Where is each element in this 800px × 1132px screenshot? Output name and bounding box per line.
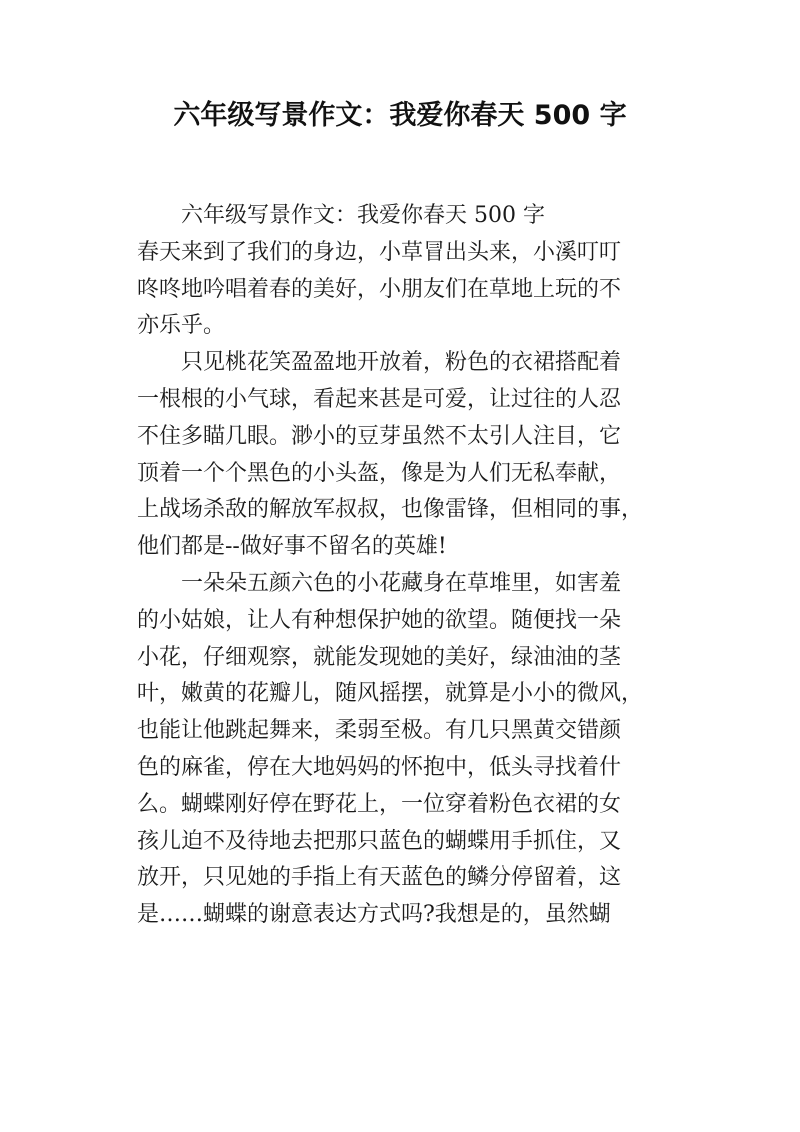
body-line: 小花，仔细观察，就能发现她的美好，绿油油的茎: [137, 644, 622, 670]
body-line: 六年级写景作文：我爱你春天 500 字: [181, 203, 545, 228]
body-line: 不住多瞄几眼。渺小的豆芽虽然不太引人注目，它: [137, 423, 622, 449]
body-line: 一根根的小气球，看起来甚是可爱，让过往的人忍: [137, 386, 622, 412]
body-line: 也能让他跳起舞来，柔弱至极。有几只黑黄交错颜: [137, 718, 622, 744]
body-line: 春天来到了我们的身边，小草冒出头来，小溪叮叮: [137, 239, 622, 265]
body-line: 叶，嫩黄的花瓣儿，随风摇摆，就算是小小的微风，: [137, 681, 644, 707]
body-line: 咚咚地吟唱着春的美好，小朋友们在草地上玩的不: [137, 276, 622, 302]
body-line: 亦乐乎。: [137, 313, 226, 339]
body-line: 只见桃花笑盈盈地开放着，粉色的衣裙搭配着: [181, 350, 622, 376]
body-line: 的小姑娘，让人有种想保护她的欲望。随便找一朵: [137, 607, 622, 633]
body-line: 他们都是--做好事不留名的英雄!: [137, 534, 447, 560]
body-line: 孩儿迫不及待地去把那只蓝色的蝴蝶用手抓住，又: [137, 828, 622, 854]
body-line: 顶着一个个黑色的小头盔，像是为人们无私奉献，: [137, 460, 622, 486]
body-line: 上战场杀敌的解放军叔叔，也像雷锋，但相同的事，: [137, 497, 644, 523]
document-title: 六年级写景作文：我爱你春天 500 字: [173, 100, 627, 131]
body-line: 是……蝴蝶的谢意表达方式吗?我想是的，虽然蝴: [137, 902, 611, 928]
body-line: 一朵朵五颜六色的小花藏身在草堆里，如害羞: [181, 570, 622, 596]
body-line: 色的麻雀，停在大地妈妈的怀抱中，低头寻找着什: [137, 754, 622, 780]
body-line: 么。蝴蝶刚好停在野花上，一位穿着粉色衣裙的女: [137, 791, 622, 817]
body-line: 放开，只见她的手指上有天蓝色的鳞分停留着，这: [137, 865, 622, 891]
document-body: [137, 198, 667, 934]
